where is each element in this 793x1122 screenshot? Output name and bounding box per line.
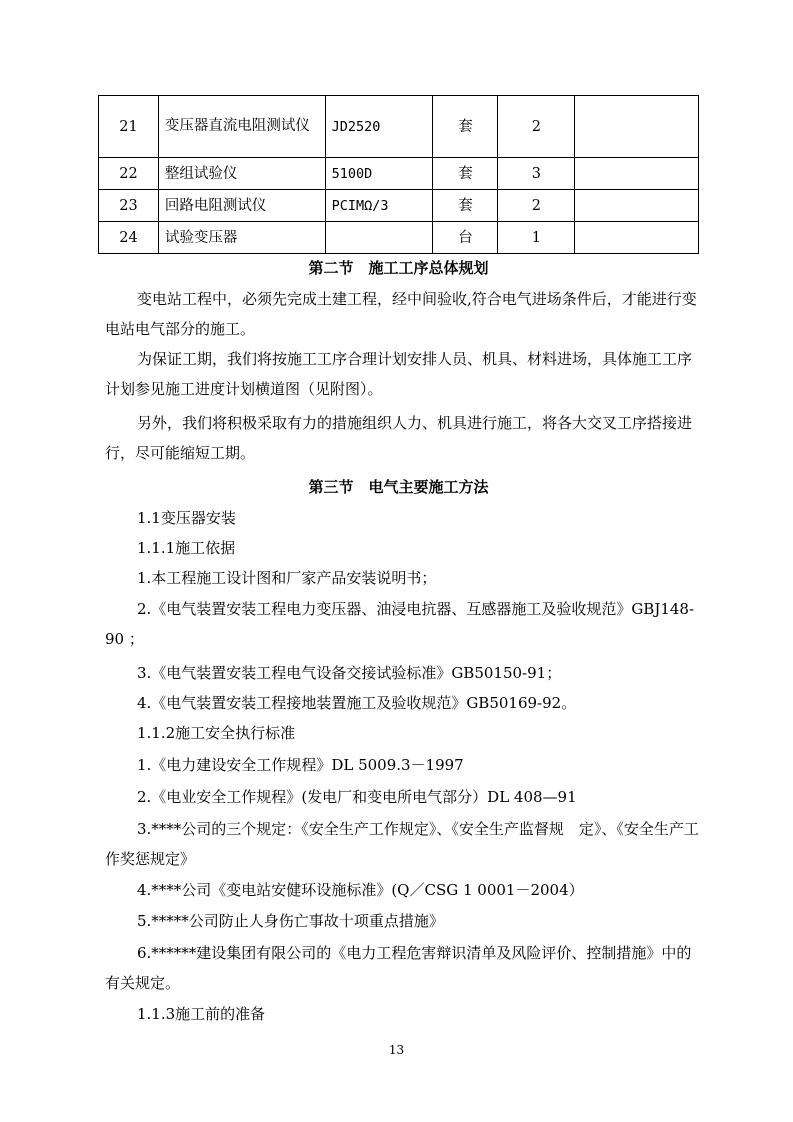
subsection-heading: 1.1变压器安装 — [137, 509, 236, 527]
equipment-unit: 套 — [433, 96, 498, 158]
equipment-model: PCIMΩ/3 — [325, 190, 433, 222]
row-number: 23 — [99, 190, 159, 222]
row-number: 21 — [99, 96, 159, 158]
list-item: 3.****公司的三个规定：《安全生产工作规定》、《安全生产监督规 定》、《安全生产工作奖惩规定》 — [105, 820, 699, 868]
equipment-table — [98, 95, 699, 254]
list-item: 2.《电气装置安装工程电力变压器、油浸电抗器、互感器施工及验收规范》GBJ148-90 ； — [105, 600, 695, 648]
page-number: 13 — [388, 1043, 405, 1057]
list-item: 4.《电气装置安装工程接地装置施工及验收规范》GB50169-92。 — [137, 694, 577, 712]
equipment-name: 变压器直流电阻测试仪 — [158, 96, 325, 158]
subsection-heading: 1.1.1施工依据 — [137, 539, 236, 557]
table-row — [99, 96, 699, 158]
row-number: 22 — [99, 158, 159, 190]
subsection-heading: 1.1.3施工前的准备 — [137, 1005, 266, 1023]
equipment-qty: 2 — [498, 190, 575, 222]
list-item: 4.****公司《变电站安健环设施标准》(Q／CSG 1 0001－2004） — [137, 881, 584, 899]
row-number: 24 — [99, 222, 159, 254]
subsection-heading: 1.1.2施工安全执行标准 — [137, 724, 296, 742]
section-2-heading: 第二节 施工工序总体规划 — [308, 259, 489, 277]
equipment-remark — [575, 96, 699, 158]
equipment-unit: 套 — [433, 190, 498, 222]
equipment-model: JD2520 — [325, 96, 433, 158]
list-item: 1.本工程施工设计图和厂家产品安装说明书； — [137, 569, 437, 587]
equipment-name: 试验变压器 — [158, 222, 325, 254]
equipment-remark — [575, 190, 699, 222]
table-row — [99, 190, 699, 222]
section-2-paragraph-3: 另外，我们将积极采取有力的措施组织人力、机具进行施工，将各大交叉工序搭接进行，尽可能缩短工期。 — [105, 414, 693, 462]
table-row — [99, 222, 699, 254]
section-2-paragraph-1: 变电站工程中，必须先完成土建工程，经中间验收,符合电气进场条件后，才能进行变电站电气部分的施工。 — [105, 290, 697, 338]
equipment-unit: 台 — [433, 222, 498, 254]
equipment-qty: 1 — [498, 222, 575, 254]
equipment-qty: 2 — [498, 96, 575, 158]
equipment-name: 整组试验仪 — [158, 158, 325, 190]
equipment-model: 5100D — [325, 158, 433, 190]
list-item: 2.《电业安全工作规程》(发电厂和变电所电气部分）DL 408—91 — [137, 788, 577, 806]
equipment-model — [325, 222, 433, 254]
equipment-qty: 3 — [498, 158, 575, 190]
list-item: 5.*****公司防止人身伤亡事故十项重点措施》 — [137, 912, 444, 930]
section-2-paragraph-2: 为保证工期，我们将按施工工序合理计划安排人员、机具、材料进场，具体施工工序计划参见施工进度计划横道图（见附图）。 — [105, 350, 693, 398]
section-3-heading: 第三节 电气主要施工方法 — [308, 478, 489, 496]
equipment-remark — [575, 222, 699, 254]
equipment-remark — [575, 158, 699, 190]
list-item: 3.《电气装置安装工程电气设备交接试验标准》GB50150-91； — [137, 664, 562, 682]
list-item: 1.《电力建设安全工作规程》DL 5009.3－1997 — [137, 756, 464, 774]
equipment-name: 回路电阻测试仪 — [158, 190, 325, 222]
list-item: 6.******建设集团有限公司的《电力工程危害辩识清单及风险评价、控制措施》中的有关规定。 — [105, 944, 692, 992]
equipment-unit: 套 — [433, 158, 498, 190]
table-row — [99, 158, 699, 190]
